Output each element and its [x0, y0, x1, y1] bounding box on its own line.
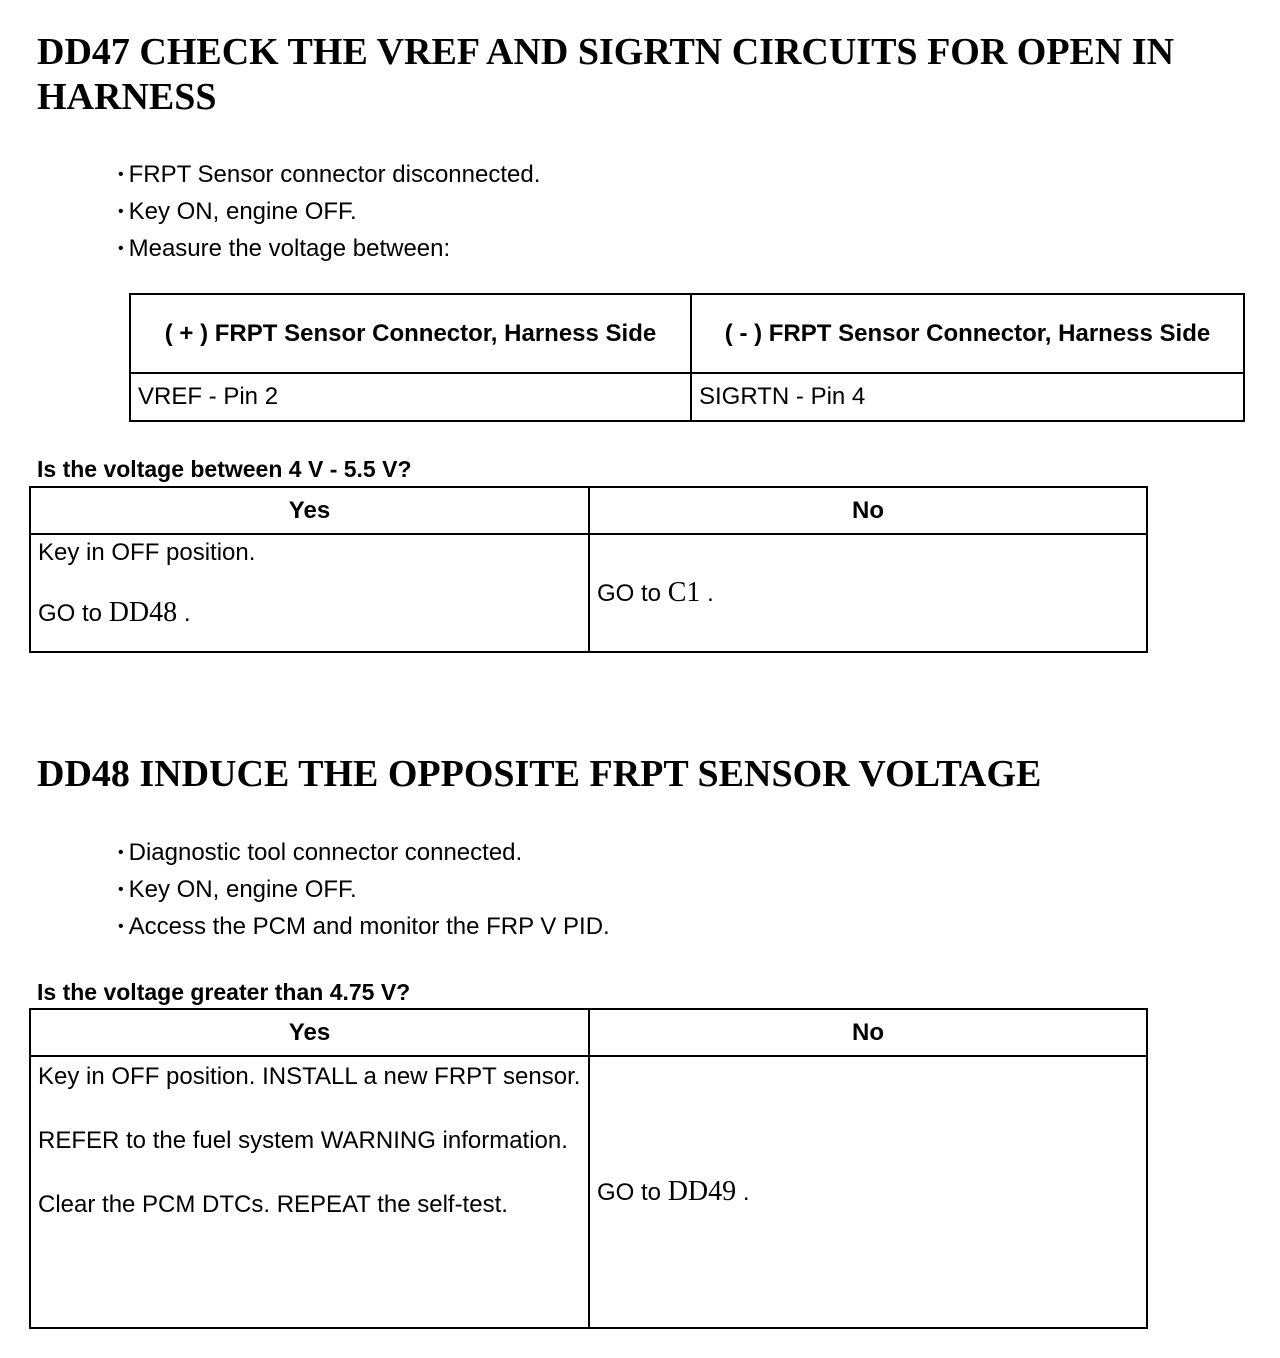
link-dd48[interactable]: DD48	[108, 597, 178, 628]
yes-cell	[30, 534, 589, 652]
dd47-steps	[118, 158, 540, 269]
header-negative: ( - ) FRPT Sensor Connector, Harness Side	[691, 294, 1244, 373]
no-header: No	[589, 1009, 1147, 1056]
yes-cell	[30, 1056, 589, 1328]
cell-sigrtn: SIGRTN - Pin 4	[691, 373, 1244, 421]
go-to-label: GO to	[597, 580, 662, 607]
dd47-question: Is the voltage between 4 V - 5.5 V?	[37, 456, 412, 482]
dd47-title: DD47 CHECK THE VREF AND SIGRTN CIRCUITS FOR OPEN IN HARNESS	[37, 31, 1175, 118]
yes-header: Yes	[30, 487, 589, 534]
yes-text: Key in OFF position.	[38, 539, 256, 566]
link-dd49[interactable]: DD49	[667, 1176, 737, 1207]
no-cell	[589, 534, 1147, 652]
dd48-answer-table	[29, 1008, 1148, 1329]
step: • Key ON, engine OFF.	[118, 873, 610, 910]
yes-text: REFER to the fuel system WARNING information.	[38, 1127, 568, 1154]
step: • Diagnostic tool connector connected.	[118, 836, 610, 873]
step: • Measure the voltage between:	[118, 232, 540, 269]
no-cell	[589, 1056, 1147, 1328]
go-to-label: GO to	[597, 1179, 662, 1206]
period: .	[183, 600, 191, 627]
yes-text: Key in OFF position. INSTALL a new FRPT sensor.	[38, 1063, 581, 1090]
period: .	[742, 1179, 750, 1206]
dd48-question: Is the voltage greater than 4.75 V?	[37, 979, 411, 1005]
measure-table	[129, 293, 1245, 422]
link-c1[interactable]: C1	[667, 577, 701, 608]
step: • Access the PCM and monitor the FRP V PID.	[118, 910, 610, 947]
yes-text: Clear the PCM DTCs. REPEAT the self-test.	[38, 1191, 508, 1218]
dd47-answer-table	[29, 486, 1148, 653]
dd48-steps	[118, 836, 610, 947]
go-to-label: GO to	[38, 600, 103, 627]
cell-vref: VREF - Pin 2	[130, 373, 691, 421]
period: .	[707, 580, 714, 607]
header-positive: ( + ) FRPT Sensor Connector, Harness Side	[130, 294, 691, 373]
step: • FRPT Sensor connector disconnected.	[118, 158, 540, 195]
yes-header: Yes	[30, 1009, 589, 1056]
dd48-title: DD48 INDUCE THE OPPOSITE FRPT SENSOR VOLTAGE	[37, 753, 1042, 795]
step: • Key ON, engine OFF.	[118, 195, 540, 232]
no-header: No	[589, 487, 1147, 534]
